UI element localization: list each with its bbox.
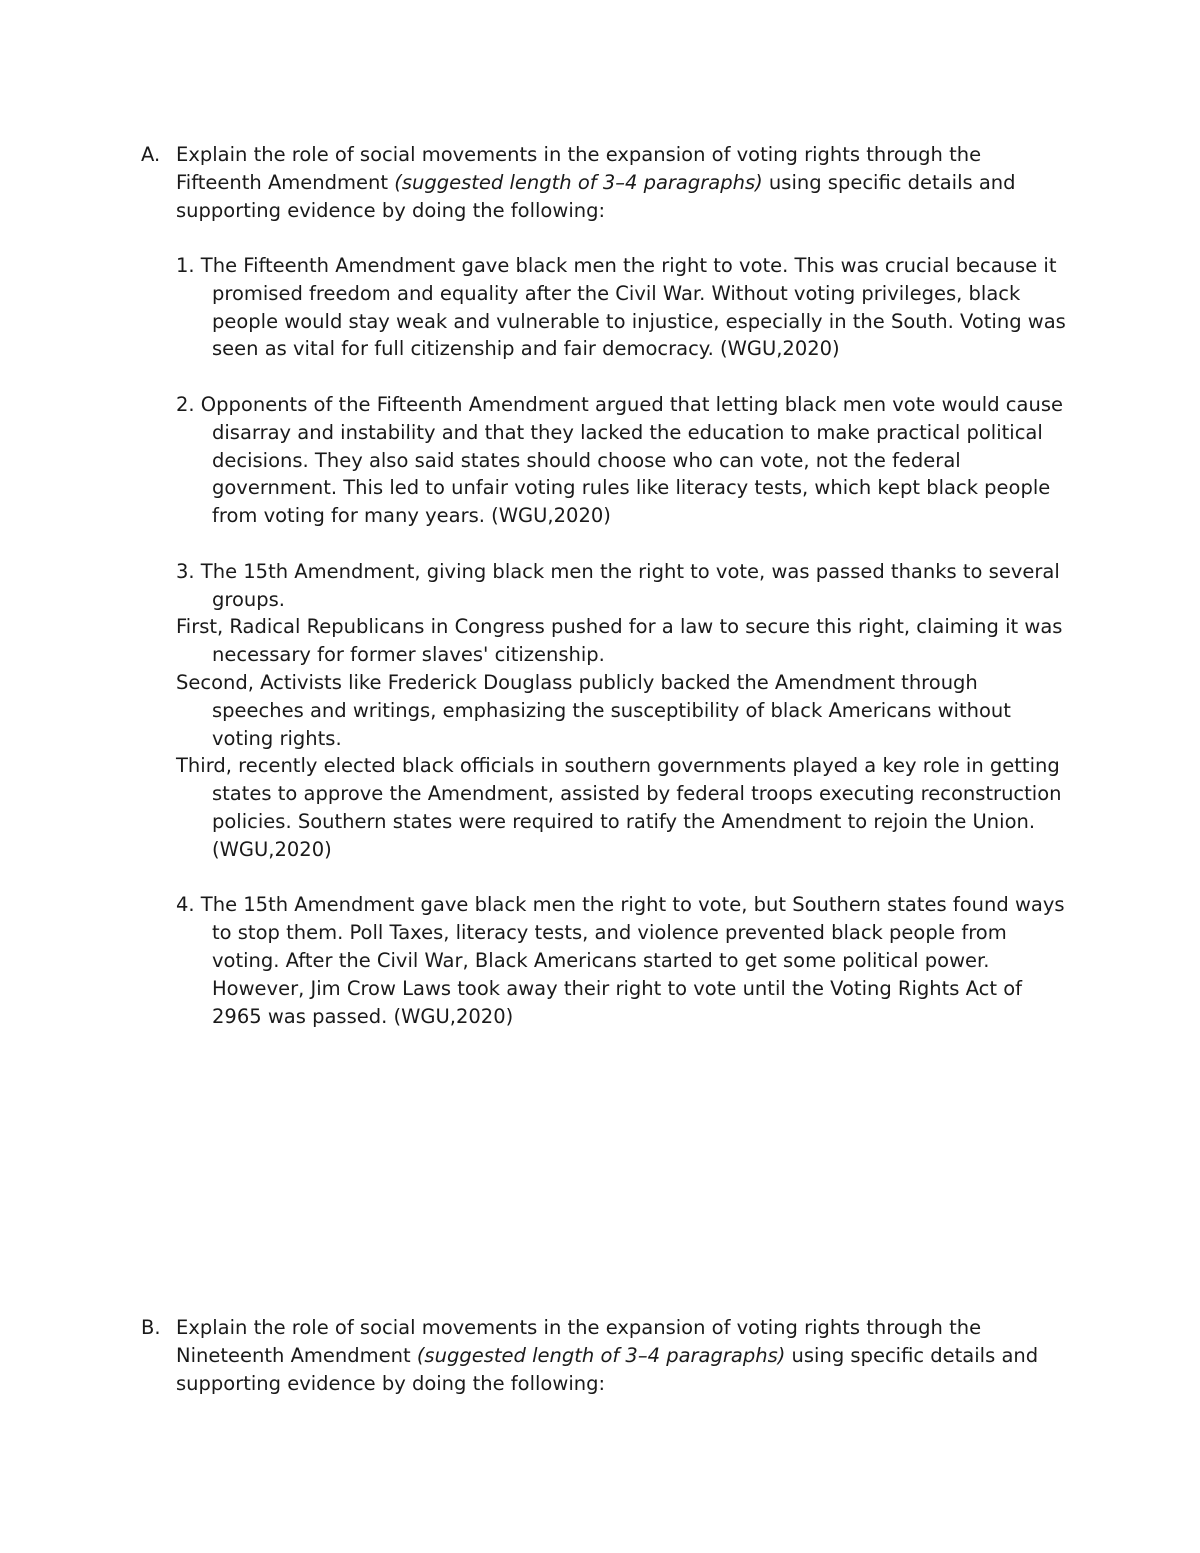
question-b-prompt	[176, 1314, 1056, 1397]
question-b-prompt-end: using specific details and supporting evidence by doing the following:	[176, 1343, 1039, 1395]
question-a-prompt-end: using specific details and supporting evidence by doing the following:	[176, 170, 1016, 222]
question-a-prompt-emphasis: (suggested length of 3–4 paragraphs)	[394, 170, 763, 194]
question-b	[141, 1314, 1061, 1397]
question-a-letter: A.	[141, 143, 161, 166]
answer-3-third: Third, recently elected black officials in southern governments played a key role in getting states to approve the Amendment, assisted by federal troops executing reconstruction policies. Southern states were required to ratify the Amendment to rejoin the Union. (WGU,2020)	[176, 754, 1062, 861]
question-b-prompt-emphasis: (suggested length of 3–4 paragraphs)	[416, 1343, 786, 1367]
answer-2: 2. Opponents of the Fifteenth Amendment argued that letting black men vote would cause disarray and instability and that they lacked the education to make practical political decisions. They also said states should choose who can vote, not the federal government. This led to unfair voting rules like literacy tests, which kept black people from voting for many years. (WGU,2020)	[176, 392, 1063, 528]
question-b-letter: B.	[141, 1316, 161, 1339]
answers-list	[176, 252, 1066, 1030]
question-a	[141, 141, 1061, 224]
question-a-prompt-start: Explain the role of social movements in the expansion of voting rights through the Fifteenth Amendment	[176, 143, 982, 194]
answer-4: 4. The 15th Amendment gave black men the right to vote, but Southern states found ways to stop them. Poll Taxes, literacy tests, and violence prevented black people from voting. After the Civil War, Black Americans started to get some political power. However, Jim Crow Laws took away their right to vote until the Voting Rights Act of 2965 was passed. (WGU,2020)	[176, 893, 1065, 1028]
question-b-prompt-start: Explain the role of social movements in the expansion of voting rights through the Nineteenth Amendment	[176, 1316, 982, 1367]
answer-3-second: Second, Activists like Frederick Douglass publicly backed the Amendment through speeches and writings, emphasizing the susceptibility of black Americans without voting rights.	[176, 670, 1011, 750]
question-a-prompt	[176, 141, 1056, 224]
answer-3-first: First, Radical Republicans in Congress pushed for a law to secure this right, claiming it was necessary for former slaves' citizenship.	[176, 615, 1063, 667]
answer-3: 3. The 15th Amendment, giving black men the right to vote, was passed thanks to several groups.	[176, 559, 1060, 611]
answer-1: 1. The Fifteenth Amendment gave black men the right to vote. This was crucial because it promised freedom and equality after the Civil War. Without voting privileges, black people would stay weak and vulnerable to injustice, especially in the South. Voting was seen as vital for full citizenship and fair democracy. (WGU,2020)	[176, 254, 1066, 361]
